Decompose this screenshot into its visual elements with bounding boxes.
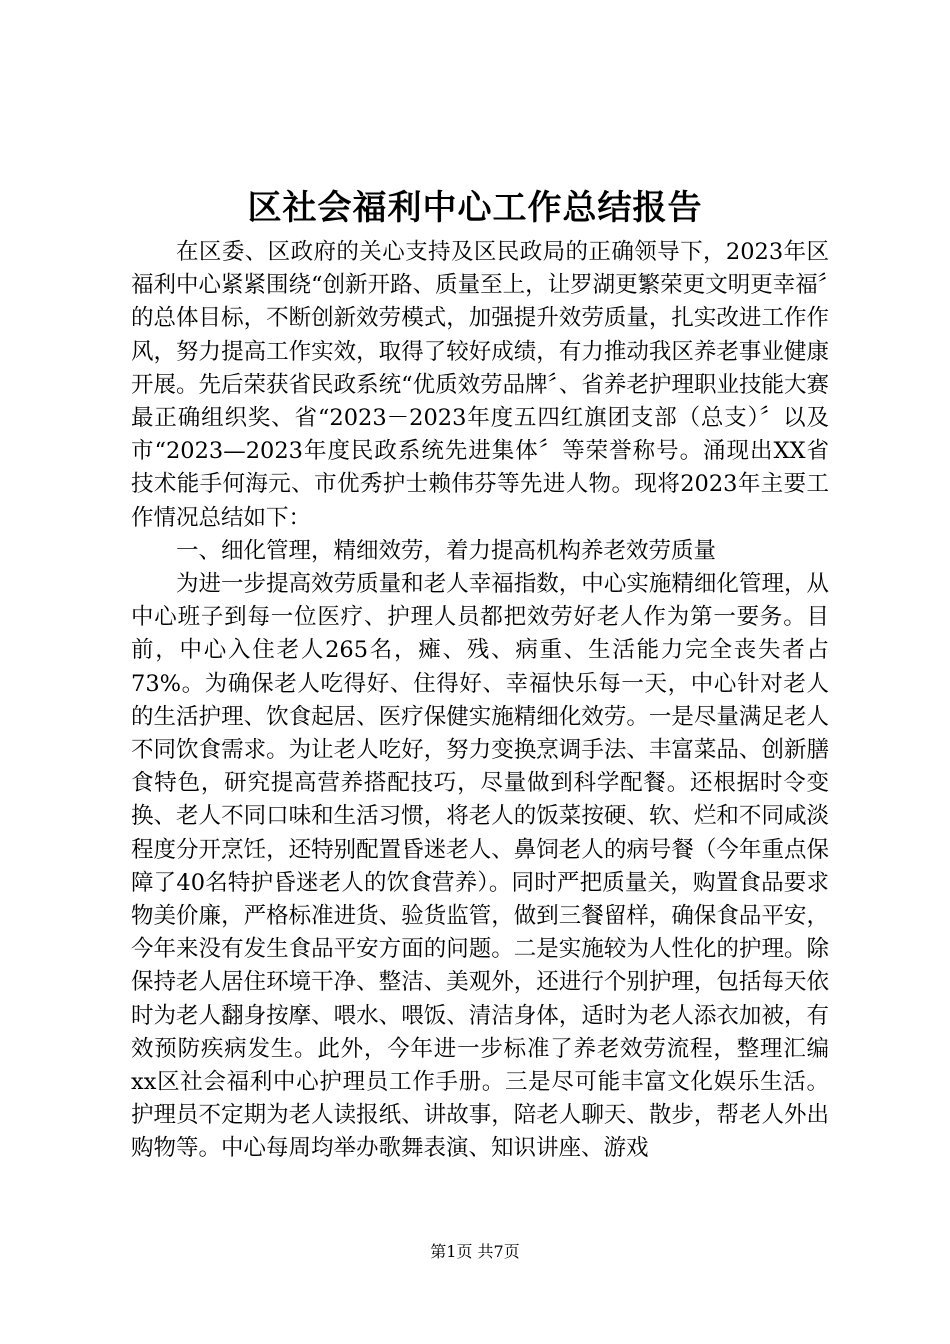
section-heading: 一、细化管理，精细效劳，着力提高机构养老效劳质量 bbox=[176, 537, 717, 564]
page-number: 第1页 共7页 bbox=[430, 1242, 520, 1261]
intro-paragraph: 在区委、区政府的关心支持及区民政局的正确领导下，2023年区福利中心紧紧围绕“创新开路、质量至上，让罗湖更繁荣更文明更幸福〞的总体目标，不断创新效劳模式，加强提升效劳质量，扎实改进工作作风，努力提高工作实效，取得了较好成绩，有力推动我区养老事业健康开展。先后荣获省民政系统“优质效劳品牌〞、省养老护理职业技能大赛最正确组织奖、省“2023－2023年度五四红旗团支部（总支）〞以及市“2023—2023年度民政系统先进集体〞等荣誉称号。涌现出XX省技术能手何海元、市优秀护士赖伟芬等先进人物。现将2023年主要工作情况总结如下： bbox=[131, 239, 829, 531]
section-paragraph: 为进一步提高效劳质量和老人幸福指数，中心实施精细化管理，从中心班子到每一位医疗、护理人员都把效劳好老人作为第一要务。目前，中心入住老人265名，瘫、残、病重、生活能力完全丧失者占73%。为确保老人吃得好、住得好、幸福快乐每一天，中心针对老人的生活护理、饮食起居、医疗保健实施精细化效劳。一是尽量满足老人不同饮食需求。为让老人吃好，努力变换烹调手法、丰富菜品、创新膳食特色，研究提高营养搭配技巧，尽量做到科学配餐。还根据时令变换、老人不同口味和生活习惯，将老人的饭菜按硬、软、烂和不同咸淡程度分开烹饪，还特别配置昏迷老人、鼻饲老人的病号餐（今年重点保障了40名特护昏迷老人的饮食营养）。同时严把质量关，购置食品要求物美价廉，严格标准进货、验货监管，做到三餐留样，确保食品平安，今年来没有发生食品平安方面的问题。二是实施较为人性化的护理。除保持老人居住环境干净、整洁、美观外，还进行个别护理，包括每天依时为老人翻身按摩、喂水、喂饭、清洁身体，适时为老人添衣加被，有效预防疾病发生。此外，今年进一步标准了养老效劳流程，整理汇编xx区社会福利中心护理员工作手册。三是尽可能丰富文化娱乐生活。护理员不定期为老人读报纸、讲故事，陪老人聊天、散步，帮老人外出购物等。中心每周均举办歌舞表演、知识讲座、游戏 bbox=[131, 571, 829, 1162]
document-body bbox=[131, 236, 829, 1166]
document-title: 区社会福利中心工作总结报告 bbox=[247, 188, 703, 228]
